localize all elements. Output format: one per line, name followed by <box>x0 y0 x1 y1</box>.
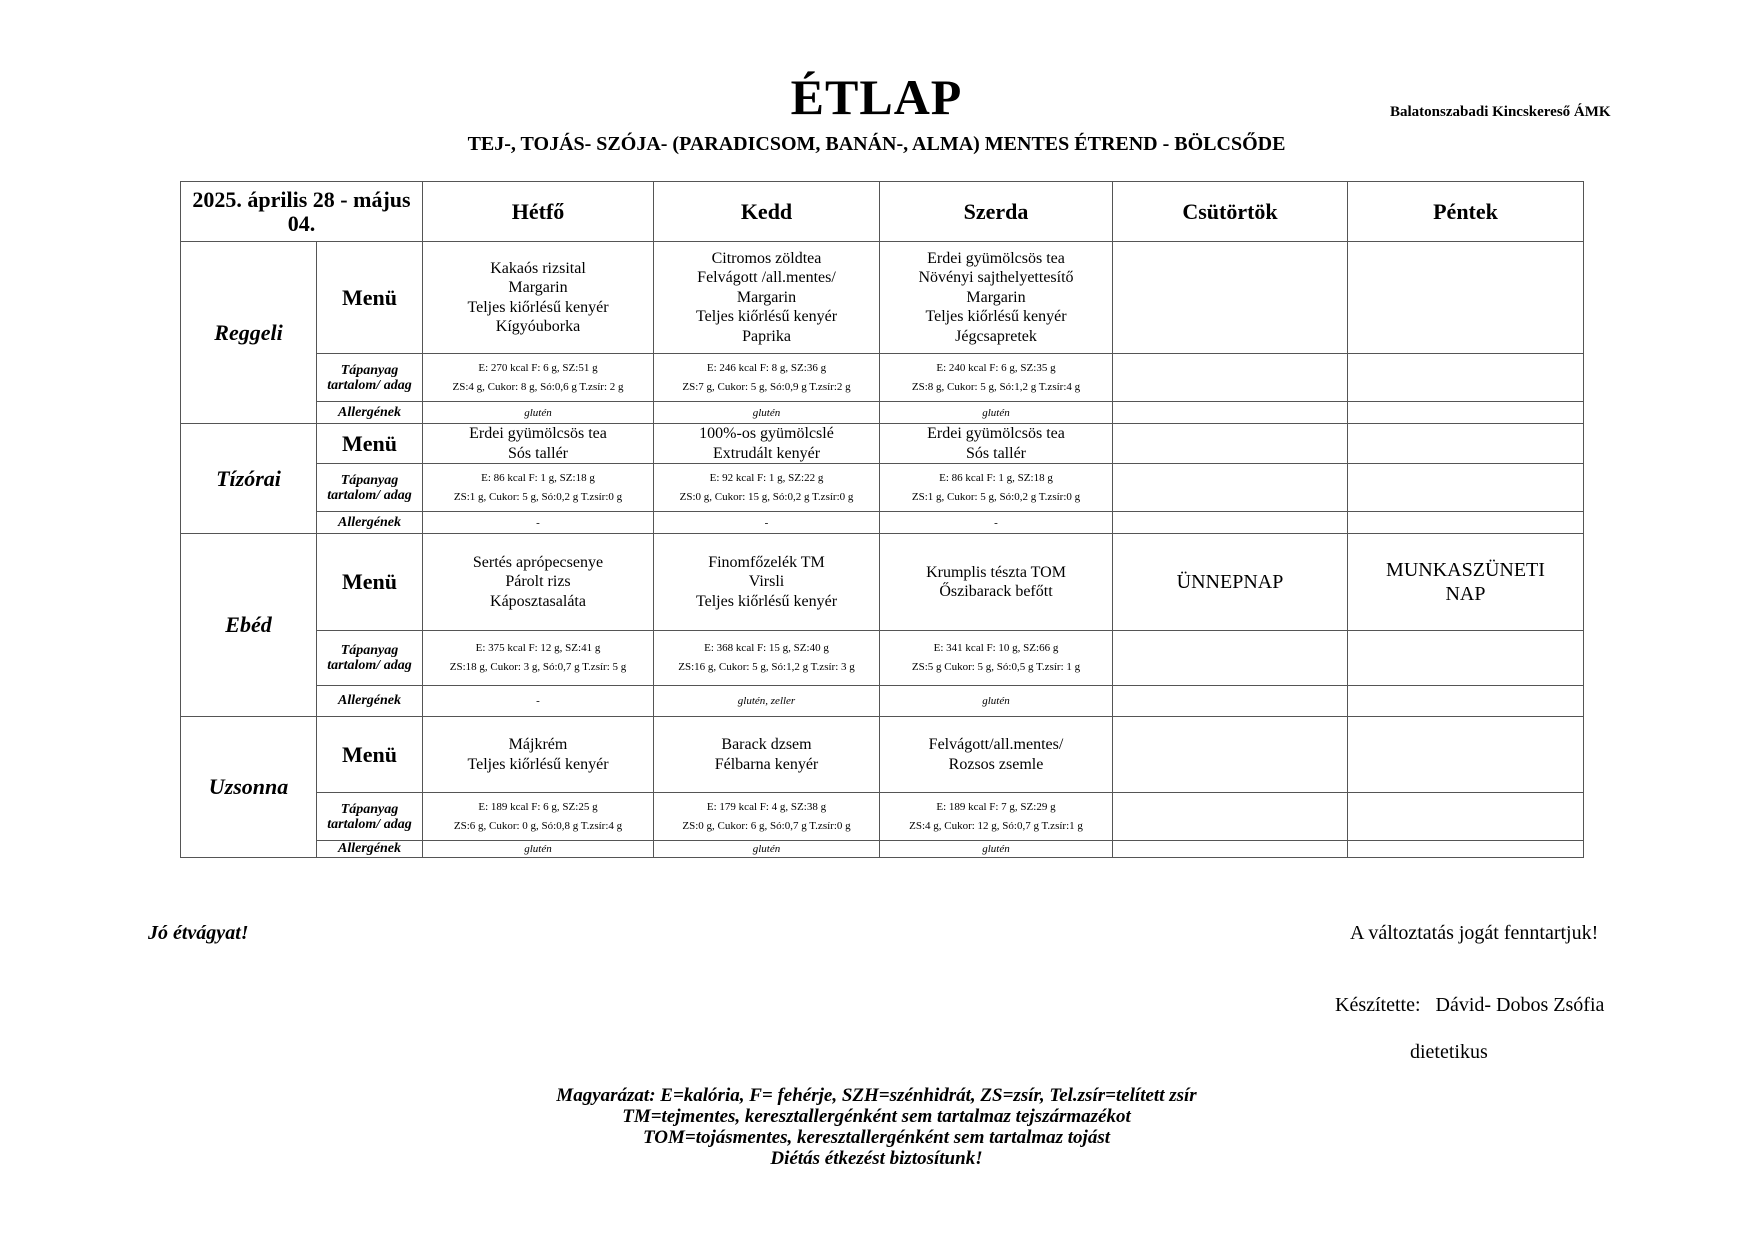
menu-item: Növényi sajthelyettesítő <box>918 269 1074 287</box>
menu-label: Menü <box>317 534 423 631</box>
menu-cell-wednesday <box>880 424 1113 464</box>
allergen-cell-monday: - <box>423 512 654 534</box>
nutrition-line: E: 368 kcal F: 15 g, SZ:40 g <box>704 642 829 654</box>
page-subtitle: TEJ-, TOJÁS- SZÓJA- (PARADICSOM, BANÁN-, ALMA) MENTES ÉTREND - BÖLCSŐDE <box>467 133 1286 155</box>
nutrition-line: E: 246 kcal F: 8 g, SZ:36 g <box>706 361 827 374</box>
menu-item: Májkrém <box>508 736 568 753</box>
nutrition-cell-friday <box>1348 354 1584 402</box>
menu-cell-thursday <box>1113 242 1348 354</box>
menu-item: Káposztasaláta <box>490 592 586 610</box>
nutrition-line: ZS:5 g Cukor: 5 g, Só:0,5 g T.zsír: 1 g <box>911 661 1081 673</box>
nutrition-cell-thursday <box>1113 631 1348 686</box>
menu-item: Erdei gyümölcsös tea <box>927 425 1065 442</box>
menu-cell-tuesday <box>654 534 880 631</box>
allergen-cell-tuesday: - <box>654 512 880 534</box>
day-header-thursday: Csütörtök <box>1113 182 1348 242</box>
nutrition-line: E: 375 kcal F: 12 g, SZ:41 g <box>475 642 601 654</box>
menu-item: Kígyóuborka <box>495 318 581 335</box>
menu-label: Menü <box>317 424 423 464</box>
menu-cell-monday <box>423 534 654 631</box>
menu-item: Citromos zöldtea <box>711 249 822 267</box>
menu-item: Margarin <box>736 288 797 306</box>
menu-item: Margarin <box>966 288 1026 306</box>
note-line: Diétás étkezést biztosítunk! <box>770 1148 983 1169</box>
menu-item: 100%-os gyümölcslé <box>699 425 834 442</box>
menu-item: Extrudált kenyér <box>712 444 821 462</box>
menu-cell-friday <box>1348 717 1584 793</box>
nutrition-line: E: 240 kcal F: 6 g, SZ:35 g <box>936 361 1056 374</box>
nutrition-cell-friday <box>1348 464 1584 512</box>
allergen-cell-thursday <box>1113 512 1348 534</box>
note-line: Magyarázat: E=kalória, F= fehérje, SZH=szénhidrát, ZS=zsír, Tel.zsír=telített zsír <box>556 1085 1197 1106</box>
menu-item: Barack dzsem <box>721 736 812 753</box>
allergen-cell-friday <box>1348 686 1584 717</box>
nutrition-line: ZS:8 g, Cukor: 5 g, Só:1,2 g T.zsír:4 g <box>911 380 1081 393</box>
nutrition-line: ZS:4 g, Cukor: 12 g, Só:0,7 g T.zsír:1 g <box>909 819 1083 832</box>
allergen-cell-friday <box>1348 841 1584 858</box>
nutrition-cell-friday <box>1348 793 1584 841</box>
allergens-label: Allergének <box>317 686 423 717</box>
nutrition-cell-tuesday <box>654 464 880 512</box>
meal-name-afternoon-snack: Uzsonna <box>181 717 317 858</box>
table-row <box>181 631 1584 686</box>
allergen-cell-thursday <box>1113 402 1348 424</box>
allergen-cell-monday: glutén <box>423 402 654 424</box>
menu-cell-friday <box>1348 534 1584 631</box>
menu-item: Erdei gyümölcsös tea <box>927 249 1065 267</box>
menu-cell-tuesday <box>654 242 880 354</box>
day-header-wednesday: Szerda <box>880 182 1113 242</box>
menu-item: Felvágott/all.mentes/ <box>928 736 1064 753</box>
menu-item: Paprika <box>742 327 791 345</box>
menu-item: Félbarna kenyér <box>714 755 819 773</box>
menu-item: Krumplis tészta TOM <box>926 563 1066 581</box>
menu-item: Kakaós rizsital <box>490 259 586 277</box>
allergen-cell-tuesday: glutén, zeller <box>654 686 880 717</box>
allergen-cell-monday: glutén <box>423 841 654 858</box>
nutrition-line: E: 179 kcal F: 4 g, SZ:38 g <box>706 800 827 813</box>
menu-cell-tuesday <box>654 717 880 793</box>
allergen-cell-tuesday: glutén <box>654 402 880 424</box>
menu-cell-wednesday <box>880 717 1113 793</box>
menu-item: Jégcsapretek <box>955 327 1037 345</box>
allergen-cell-wednesday: glutén <box>880 686 1113 717</box>
nutrition-cell-friday <box>1348 631 1584 686</box>
dietitian-role: dietetikus <box>1410 1041 1488 1063</box>
menu-item: Sós tallér <box>508 444 568 462</box>
menu-item: Sós tallér <box>966 444 1026 462</box>
nutrition-line: E: 341 kcal F: 10 g, SZ:66 g <box>933 642 1059 654</box>
menu-item: Teljes kiőrlésű kenyér <box>467 755 609 773</box>
explanation-notes <box>0 1085 1753 1169</box>
table-body <box>181 242 1584 858</box>
meal-name-snack: Tízórai <box>181 424 317 534</box>
nutrition-cell-monday <box>423 464 654 512</box>
table-row <box>181 424 1584 464</box>
nutrition-line: ZS:16 g, Cukor: 5 g, Só:1,2 g T.zsír: 3 g <box>678 661 855 673</box>
nutrition-cell-tuesday <box>654 793 880 841</box>
menu-item: Erdei gyümölcsös tea <box>469 425 607 442</box>
menu-label: Menü <box>317 717 423 793</box>
date-range: 2025. április 28 - május 04. <box>181 182 423 242</box>
nutrition-cell-tuesday <box>654 354 880 402</box>
menu-cell-thursday <box>1113 717 1348 793</box>
nutrition-cell-thursday <box>1113 793 1348 841</box>
table-header-row <box>181 182 1584 242</box>
table-row <box>181 686 1584 717</box>
note-line: TOM=tojásmentes, keresztallergénként sem tartalmaz tojást <box>642 1127 1111 1148</box>
menu-item: Rozsos zsemle <box>948 755 1044 773</box>
menu-cell-thursday <box>1113 534 1348 631</box>
allergen-cell-tuesday: glutén <box>654 841 880 858</box>
nutrition-cell-wednesday <box>880 631 1113 686</box>
menu-cell-friday <box>1348 424 1584 464</box>
menu-cell-monday <box>423 717 654 793</box>
table-row <box>181 534 1584 631</box>
weekly-menu-table <box>180 181 1584 858</box>
allergen-cell-monday: - <box>423 686 654 717</box>
note-line: TM=tejmentes, keresztallergénként sem tartalmaz tejszármazékot <box>622 1106 1131 1127</box>
day-header-tuesday: Kedd <box>654 182 880 242</box>
disclaimer-text: A változtatás jogát fenntartjuk! <box>1350 922 1599 944</box>
nutrition-line: ZS:1 g, Cukor: 5 g, Só:0,2 g T.zsír:0 g <box>453 490 623 503</box>
menu-item: Párolt rizs <box>505 573 571 591</box>
allergen-cell-wednesday: glutén <box>880 841 1113 858</box>
menu-cell-friday <box>1348 242 1584 354</box>
nutrition-line: E: 92 kcal F: 1 g, SZ:22 g <box>709 471 824 484</box>
allergen-cell-wednesday: glutén <box>880 402 1113 424</box>
table-row <box>181 354 1584 402</box>
menu-cell-tuesday <box>654 424 880 464</box>
meal-name-lunch: Ebéd <box>181 534 317 717</box>
allergens-label: Allergének <box>317 841 423 858</box>
allergen-cell-friday <box>1348 402 1584 424</box>
menu-cell-monday <box>423 424 654 464</box>
nutrition-cell-thursday <box>1113 354 1348 402</box>
nutrition-cell-tuesday <box>654 631 880 686</box>
allergen-cell-friday <box>1348 512 1584 534</box>
nutrition-line: E: 270 kcal F: 6 g, SZ:51 g <box>478 361 598 374</box>
menu-item: Őszibarack befőtt <box>939 583 1053 600</box>
menu-item: Sertés aprópecsenye <box>472 553 604 571</box>
nutrition-line: ZS:0 g, Cukor: 15 g, Só:0,2 g T.zsír:0 g <box>679 490 854 503</box>
nutrition-label: Tápanyag tartalom/ adag <box>317 793 423 841</box>
nutrition-cell-wednesday <box>880 793 1113 841</box>
allergens-label: Allergének <box>317 402 423 424</box>
menu-cell-monday <box>423 242 654 354</box>
menu-item: NAP <box>1445 583 1486 605</box>
table-row <box>181 464 1584 512</box>
table-row <box>181 717 1584 793</box>
table-row <box>181 793 1584 841</box>
nutrition-label: Tápanyag tartalom/ adag <box>317 354 423 402</box>
nutrition-line: ZS:18 g, Cukor: 3 g, Só:0,7 g T.zsír: 5 g <box>449 661 627 673</box>
nutrition-line: ZS:1 g, Cukor: 5 g, Só:0,2 g T.zsír:0 g <box>911 490 1081 503</box>
nutrition-cell-wednesday <box>880 464 1113 512</box>
allergen-cell-thursday <box>1113 686 1348 717</box>
nutrition-cell-thursday <box>1113 464 1348 512</box>
menu-cell-wednesday <box>880 242 1113 354</box>
table-row <box>181 512 1584 534</box>
nutrition-cell-monday <box>423 793 654 841</box>
menu-item: Teljes kiőrlésű kenyér <box>695 308 838 326</box>
nutrition-line: E: 86 kcal F: 1 g, SZ:18 g <box>481 471 595 484</box>
menu-item: Teljes kiőrlésű kenyér <box>695 592 838 610</box>
allergen-cell-thursday <box>1113 841 1348 858</box>
allergen-cell-wednesday: - <box>880 512 1113 534</box>
day-header-monday: Hétfő <box>423 182 654 242</box>
nutrition-cell-wednesday <box>880 354 1113 402</box>
menu-cell-wednesday <box>880 534 1113 631</box>
menu-label: Menü <box>317 242 423 354</box>
table-row <box>181 242 1584 354</box>
menu-item: Finomfőzelék TM <box>708 553 825 571</box>
bon-appetit-text: Jó étvágyat! <box>148 922 249 944</box>
meal-name-breakfast: Reggeli <box>181 242 317 424</box>
menu-item: Teljes kiőrlésű kenyér <box>467 298 609 316</box>
day-header-friday: Péntek <box>1348 182 1584 242</box>
nutrition-line: E: 189 kcal F: 6 g, SZ:25 g <box>478 800 598 813</box>
nutrition-line: E: 86 kcal F: 1 g, SZ:18 g <box>939 471 1053 484</box>
nutrition-line: E: 189 kcal F: 7 g, SZ:29 g <box>936 800 1056 813</box>
menu-item: MUNKASZÜNETI <box>1386 559 1545 581</box>
nutrition-label: Tápanyag tartalom/ adag <box>317 464 423 512</box>
page-title: ÉTLAP <box>790 69 963 125</box>
table-row <box>181 841 1584 858</box>
organization-name: Balatonszabadi Kincskereső ÁMK <box>1390 104 1611 120</box>
menu-item: Virsli <box>748 573 785 591</box>
nutrition-line: ZS:4 g, Cukor: 8 g, Só:0,6 g T.zsír: 2 g <box>452 380 624 393</box>
table-row <box>181 402 1584 424</box>
nutrition-label: Tápanyag tartalom/ adag <box>317 631 423 686</box>
menu-item: Felvágott /all.mentes/ <box>697 269 836 287</box>
menu-cell-thursday <box>1113 424 1348 464</box>
nutrition-line: ZS:6 g, Cukor: 0 g, Só:0,8 g T.zsír:4 g <box>453 819 623 832</box>
nutrition-cell-monday <box>423 631 654 686</box>
nutrition-line: ZS:0 g, Cukor: 6 g, Só:0,7 g T.zsír:0 g <box>682 819 851 832</box>
nutrition-cell-monday <box>423 354 654 402</box>
allergens-label: Allergének <box>317 512 423 534</box>
menu-item: Teljes kiőrlésű kenyér <box>925 308 1067 326</box>
prepared-by-text: Készítette: Dávid- Dobos Zsófia <box>1335 994 1605 1016</box>
menu-item: ÜNNEPNAP <box>1176 571 1284 593</box>
menu-item: Margarin <box>508 279 568 296</box>
nutrition-line: ZS:7 g, Cukor: 5 g, Só:0,9 g T.zsír:2 g <box>682 380 851 393</box>
